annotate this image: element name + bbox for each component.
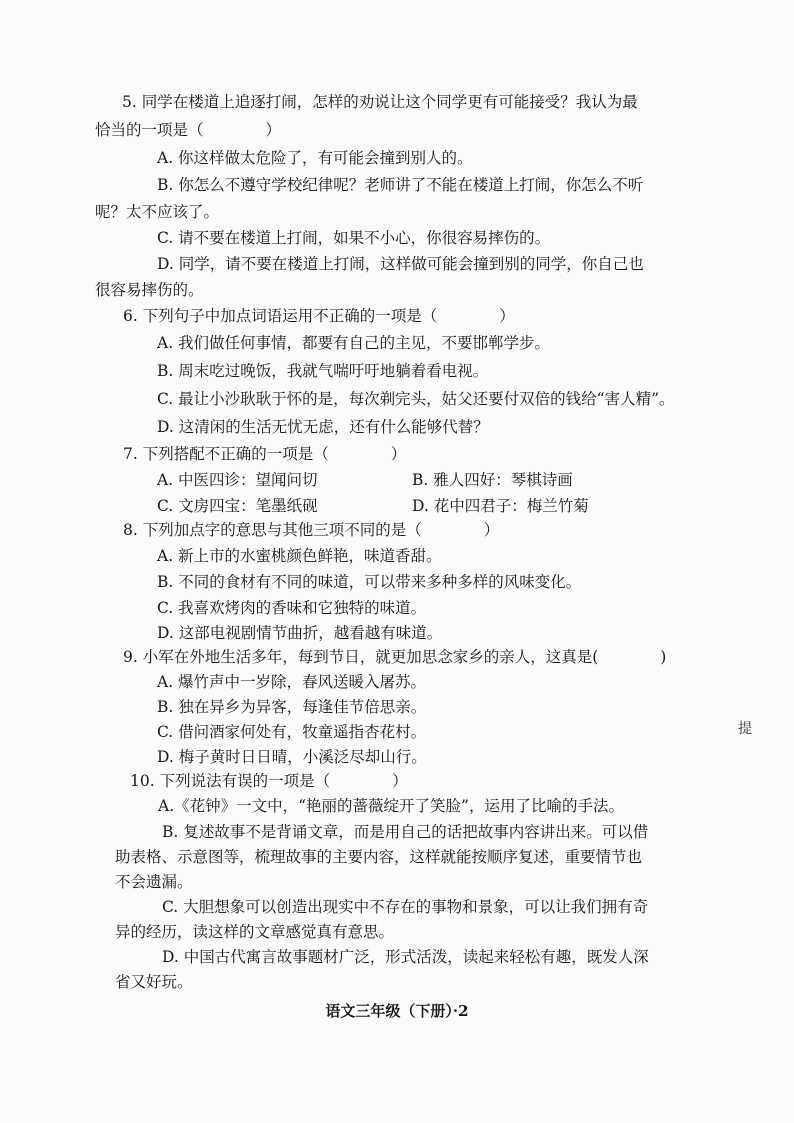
text-line-q10: 10. 下列说法有误的一项是（ ） bbox=[130, 772, 408, 790]
text-line-q5-a: A. 你这样做太危险了，有可能会撞到别人的。 bbox=[157, 149, 473, 167]
text-line-q10-b2: 助表格、示意图等，梳理故事的主要内容，这样就能按顺序复述，重要情节也 bbox=[115, 848, 643, 866]
edge-mark: 提 bbox=[738, 721, 752, 737]
text-line-q9-d: D. 梅子黄时日日晴，小溪泛尽却山行。 bbox=[157, 748, 427, 766]
text-line-q9-c: C. 借问酒家何处有，牧童遥指杏花村。 bbox=[157, 723, 427, 741]
text-line-q6-b: B. 周末吃过晚饭，我就气喘吁吁地躺着看电视。 bbox=[157, 362, 489, 380]
text-line-q10-d2: 省又好玩。 bbox=[115, 973, 193, 991]
text-line-q7-c: C. 文房四宝：笔墨纸砚 bbox=[157, 497, 318, 515]
text-line-q9-a: A. 爆竹声中一岁除，春风送暖入屠苏。 bbox=[157, 673, 427, 691]
text-line-q10-c2: 异的经历，读这样的文章感觉真有意思。 bbox=[115, 923, 395, 941]
text-line-q10-c1: C. 大胆想象可以创造出现实中不存在的事物和景象，可以让我们拥有奇 bbox=[162, 898, 649, 916]
text-line-q8-a: A. 新上市的水蜜桃颜色鲜艳，味道香甜。 bbox=[157, 547, 442, 565]
text-line-q9: 9. 小军在外地生活多年，每到节日，就更加思念家乡的亲人，这真是( ) bbox=[123, 648, 667, 666]
text-line-q7-b: B. 雅人四好：琴棋诗画 bbox=[412, 471, 573, 489]
text-line-q7-d: D. 花中四君子：梅兰竹菊 bbox=[412, 497, 589, 515]
text-line-q7-a: A. 中医四诊：望闻问切 bbox=[157, 471, 318, 489]
page-footer: 语文三年级（下册）·2 bbox=[325, 1002, 469, 1020]
text-line-q8-d: D. 这部电视剧情节曲折，越看越有味道。 bbox=[157, 624, 443, 642]
text-line-q5-b2: 呢？太不应该了。 bbox=[95, 203, 220, 221]
text-line-q5-b1: B. 你怎么不遵守学校纪律呢？老师讲了不能在楼道上打闹，你怎么不听 bbox=[157, 176, 644, 194]
text-line-q5-c: C. 请不要在楼道上打闹，如果不小心，你很容易摔伤的。 bbox=[157, 229, 551, 247]
text-line-q8-c: C. 我喜欢烤肉的香味和它独特的味道。 bbox=[157, 599, 427, 617]
text-line-q10-b3: 不会遗漏。 bbox=[115, 873, 193, 891]
text-line-q6-c: C. 最让小沙耿耿于怀的是，每次剃完头，姑父还要付双倍的钱给“害人精”。 bbox=[157, 390, 675, 408]
text-line-q5-d1: D. 同学，请不要在楼道上打闹，这样做可能会撞到别的同学，你自己也 bbox=[157, 255, 644, 273]
text-line-q6: 6. 下列句子中加点词语运用不正确的一项是（ ） bbox=[123, 307, 515, 325]
text-line-q7: 7. 下列搭配不正确的一项是（ ） bbox=[123, 445, 407, 463]
text-line-q5-d2: 很容易摔伤的。 bbox=[95, 281, 204, 299]
text-line-q6-a: A. 我们做任何事情，都要有自己的主见，不要邯郸学步。 bbox=[157, 334, 551, 352]
text-line-q8-b: B. 不同的食材有不同的味道，可以带来多种多样的风味变化。 bbox=[157, 573, 582, 591]
text-line-q5-l1: 5. 同学在楼道上追逐打闹，怎样的劝说让这个同学更有可能接受？我认为最 bbox=[122, 93, 638, 111]
text-line-q8: 8. 下列加点字的意思与其他三项不同的是（ ） bbox=[123, 521, 500, 539]
text-line-q10-d1: D. 中国古代寓言故事题材广泛，形式活泼，读起来轻松有趣，既发人深 bbox=[162, 948, 649, 966]
text-line-q6-d: D. 这清闲的生活无忧无虑，还有什么能够代替？ bbox=[157, 418, 489, 436]
text-line-q10-b1: B. 复述故事不是背诵文章，而是用自己的话把故事内容讲出来。可以借 bbox=[162, 823, 649, 841]
text-line-q5-l2: 恰当的一项是（ ） bbox=[95, 121, 282, 139]
text-line-q9-b: B. 独在异乡为异客，每逢佳节倍思亲。 bbox=[157, 698, 427, 716]
text-line-q10-a: A.《花钟》一文中，“艳丽的蔷薇绽开了笑脸”，运用了比喻的手法。 bbox=[158, 797, 624, 815]
